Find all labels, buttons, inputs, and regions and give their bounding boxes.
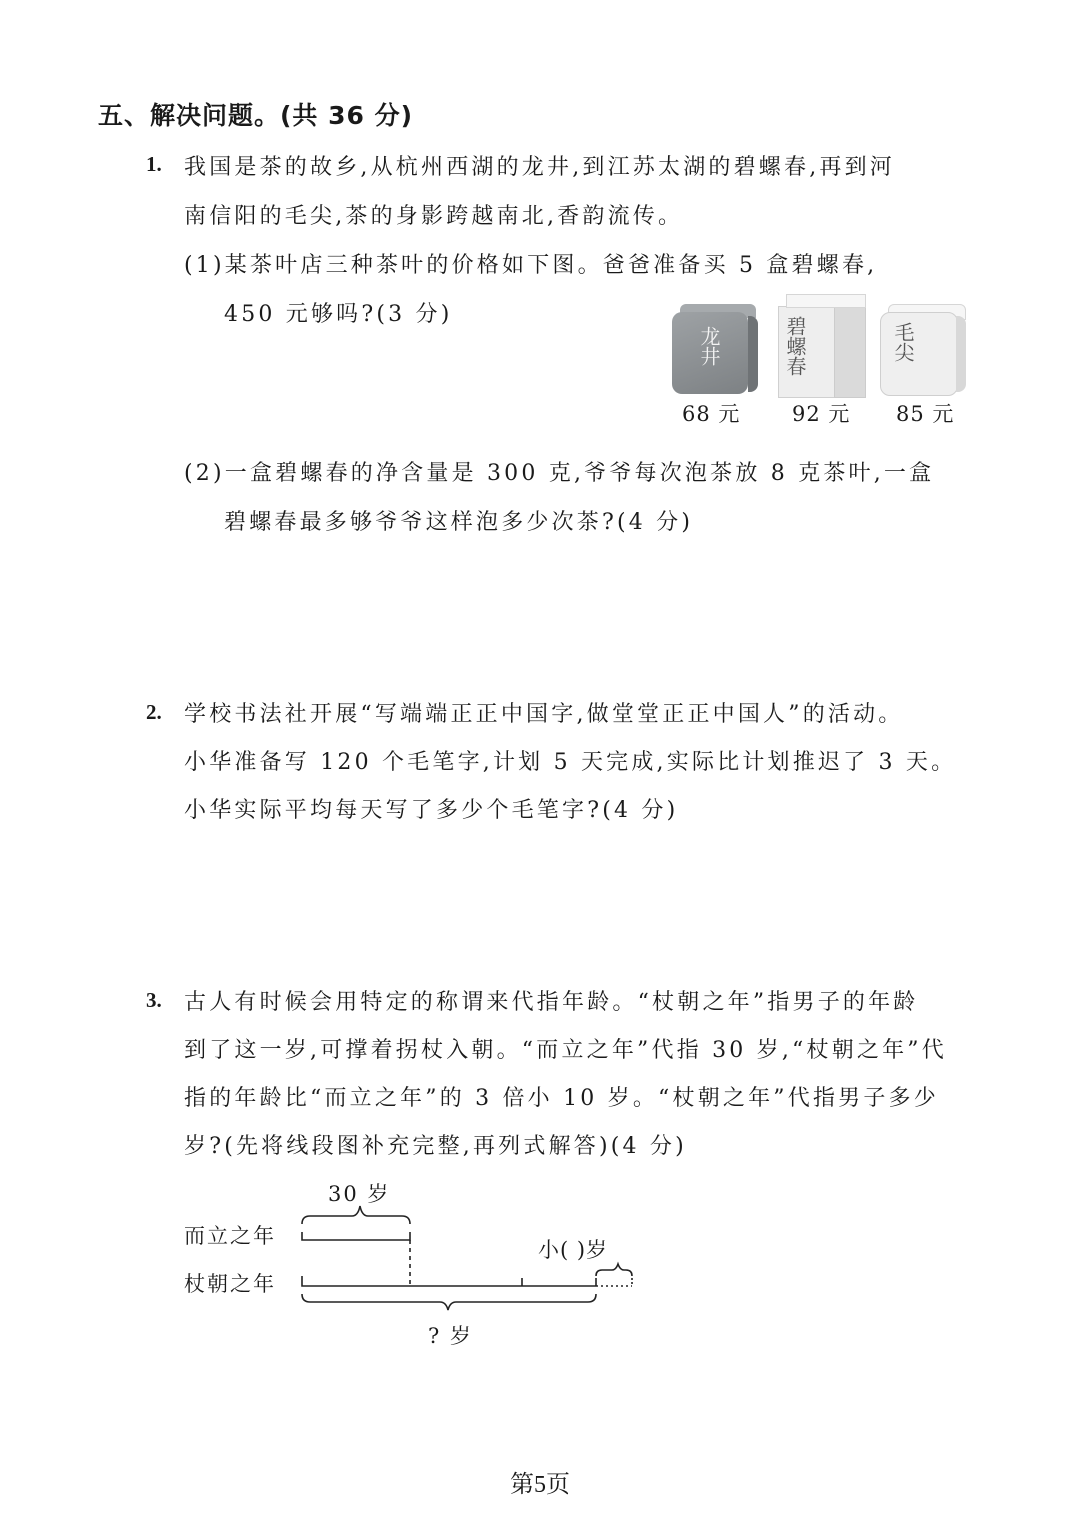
section-title: 五、解决问题。(共 36 分) (98, 101, 414, 130)
q1-part1-line-1: (1)某茶叶店三种茶叶的价格如下图。爸爸准备买 5 盒碧螺春, (184, 253, 878, 278)
page-number: 第5页 (510, 1472, 570, 1498)
segment-diagram (290, 1200, 650, 1320)
price-maojian: 85 元 (896, 402, 955, 426)
brace-total (302, 1294, 596, 1310)
question-1-number: 1. (146, 152, 162, 176)
brace-30-years (302, 1206, 410, 1224)
label-zhangchao-zhinian: 杖朝之年 (184, 1272, 276, 1296)
label-30-years: 30 岁 (328, 1182, 391, 1206)
label-less-blank[interactable]: 小( )岁 (538, 1238, 609, 1262)
q3-line-2: 到了这一岁,可撑着拐杖入朝。“而立之年”代指 30 岁,“杖朝之年”代 (184, 1038, 947, 1063)
q3-line-4: 岁?(先将线段图补充完整,再列式解答)(4 分) (184, 1134, 687, 1159)
q1-intro-line-2: 南信阳的毛尖,茶的身影跨越南北,香韵流传。 (184, 204, 684, 229)
question-2-number: 2. (146, 700, 162, 724)
q1-part1-line-2: 450 元够吗?(3 分) (224, 302, 453, 327)
tea-name-maojian: 毛尖 (891, 322, 915, 362)
q1-part2-line-1: (2)一盒碧螺春的净含量是 300 克,爷爷每次泡茶放 8 克茶叶,一盒 (184, 461, 935, 486)
tea-name-biluochun: 碧螺春 (783, 316, 807, 376)
label-erli-zhinian: 而立之年 (184, 1224, 276, 1248)
tea-name-longjing: 龙井 (697, 326, 721, 366)
question-3-number: 3. (146, 988, 162, 1012)
q1-intro-line-1: 我国是茶的故乡,从杭州西湖的龙井,到江苏太湖的碧螺春,再到河 (184, 155, 895, 180)
segment-erli (302, 1232, 410, 1240)
segment-zhangchao (302, 1276, 596, 1286)
price-longjing: 68 元 (682, 402, 741, 426)
tea-box-biluochun (778, 294, 870, 398)
brace-less-part (596, 1264, 632, 1276)
q1-part2-line-2: 碧螺春最多够爷爷这样泡多少次茶?(4 分) (224, 510, 694, 535)
q2-line-1: 学校书法社开展“写端端正正中国字,做堂堂正正中国人”的活动。 (184, 702, 904, 727)
label-total-unknown: ? 岁 (428, 1324, 473, 1348)
q3-line-1: 古人有时候会用特定的称谓来代指年龄。“杖朝之年”指男子的年龄 (184, 990, 919, 1015)
tea-tin-maojian (880, 302, 972, 398)
q2-line-2: 小华准备写 120 个毛笔字,计划 5 天完成,实际比计划推迟了 3 天。 (184, 750, 957, 775)
price-biluochun: 92 元 (792, 402, 851, 426)
tea-tin-longjing (672, 302, 764, 398)
q2-line-3: 小华实际平均每天写了多少个毛笔字?(4 分) (184, 798, 679, 823)
q3-line-3: 指的年龄比“而立之年”的 3 倍小 10 岁。“杖朝之年”代指男子多少 (184, 1086, 939, 1111)
